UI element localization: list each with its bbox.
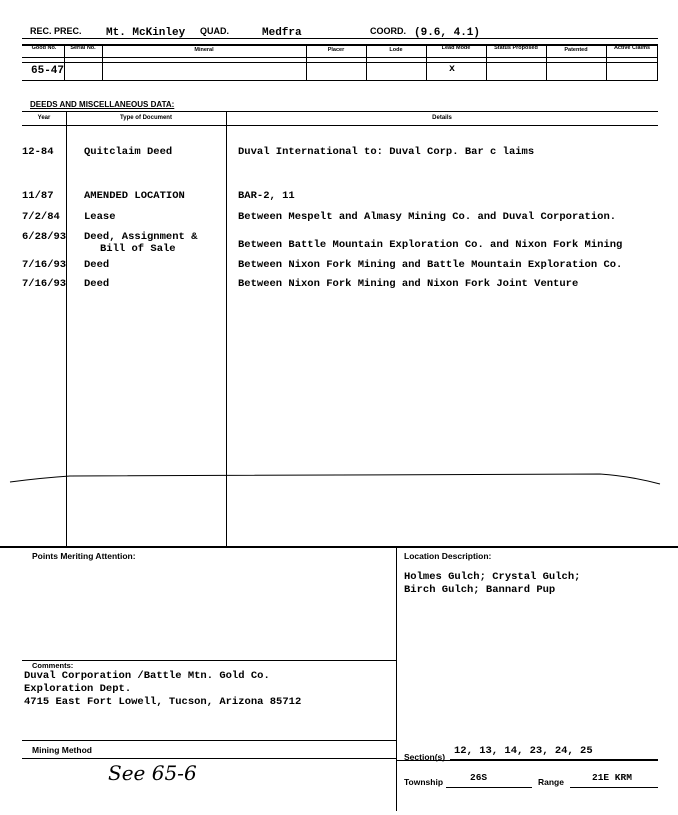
deed-details: Between Nixon Fork Mining and Nixon Fork Joint Venture: [238, 278, 579, 290]
deed-type: Lease: [84, 211, 116, 223]
col-serial-no: Serial No.: [70, 45, 96, 51]
sections-label: Section(s): [404, 752, 446, 762]
deed-year: 7/16/93: [22, 259, 67, 271]
scan-artifact-line: [0, 470, 678, 500]
deeds-bottom-rule: [0, 546, 678, 548]
quad-label: QUAD.: [200, 26, 229, 36]
deed-details: Between Mespelt and Almasy Mining Co. and Duval Corporation.: [238, 211, 617, 223]
points-label: Points Meriting Attention:: [32, 551, 136, 561]
rec-prec-label: REC. PREC.: [30, 26, 82, 36]
deed-details: Duval International to: Duval Corp. Bar c laims: [238, 146, 535, 158]
location-line2: Birch Gulch; Bannard Pup: [404, 584, 556, 596]
coord-label: COORD.: [370, 26, 406, 36]
deed-details: Between Nixon Fork Mining and Battle Mountain Exploration Co.: [238, 259, 623, 271]
deed-type: Deed: [84, 278, 110, 290]
col-patented: Patented: [564, 47, 588, 53]
bottom-divider: [396, 546, 397, 811]
quad-value: Medfra: [262, 27, 302, 39]
deed-year: 6/28/93: [22, 231, 67, 243]
deed-type: AMENDED LOCATION: [84, 190, 185, 202]
comments-line1: Duval Corporation /Battle Mtn. Gold Co.: [24, 670, 270, 682]
rec-prec-value: Mt. McKinley: [106, 27, 186, 39]
location-line1: Holmes Gulch; Crystal Gulch;: [404, 571, 581, 583]
col-mineral: Mineral: [194, 47, 214, 53]
col-type: Type of Document: [120, 115, 172, 121]
col-status-proposed: Status Proposed: [494, 45, 538, 51]
deeds-section-title: DEEDS AND MISCELLANEOUS DATA:: [30, 100, 175, 109]
deed-details: BAR-2, 11: [238, 190, 295, 202]
header-rule: [22, 38, 658, 39]
col-active-claims: Active Claims: [613, 45, 651, 51]
location-label: Location Description:: [404, 551, 492, 561]
col-lead-mode: Lead Mode: [441, 45, 471, 51]
col-year: Year: [37, 115, 51, 121]
comments-line2: Exploration Dept.: [24, 683, 132, 695]
deed-type: Deed: [84, 259, 110, 271]
mining-method-label: Mining Method: [32, 745, 92, 755]
deed-year: 7/2/84: [22, 211, 60, 223]
col-good-no: Good No.: [31, 45, 57, 51]
lead-mode-mark: x: [449, 64, 456, 75]
comments-label: Comments:: [32, 661, 74, 670]
range-label: Range: [538, 777, 564, 787]
sections-value: 12, 13, 14, 23, 24, 25: [454, 745, 593, 757]
deed-year: 7/16/93: [22, 278, 67, 290]
col-placer: Placer: [327, 47, 345, 53]
deed-type-line2: Bill of Sale: [100, 243, 176, 255]
deed-year: 12-84: [22, 146, 54, 158]
range-value: 21E KRM: [592, 772, 632, 783]
col-details: Details: [432, 115, 452, 121]
col-lode: Lode: [389, 47, 403, 53]
deed-type: Quitclaim Deed: [84, 146, 173, 158]
township-value: 26S: [470, 772, 488, 783]
comments-line3: 4715 East Fort Lowell, Tucson, Arizona 85712: [24, 696, 302, 708]
coord-value: (9.6, 4.1): [414, 27, 481, 39]
deed-type: Deed, Assignment &: [84, 231, 198, 243]
township-label: Township: [404, 777, 444, 787]
deed-details: Between Battle Mountain Exploration Co. and Nixon Fork Mining: [238, 239, 623, 251]
good-no-value: 65-47: [31, 65, 65, 77]
deed-year: 11/87: [22, 190, 54, 202]
mining-method-value: See 65-6: [108, 761, 197, 785]
